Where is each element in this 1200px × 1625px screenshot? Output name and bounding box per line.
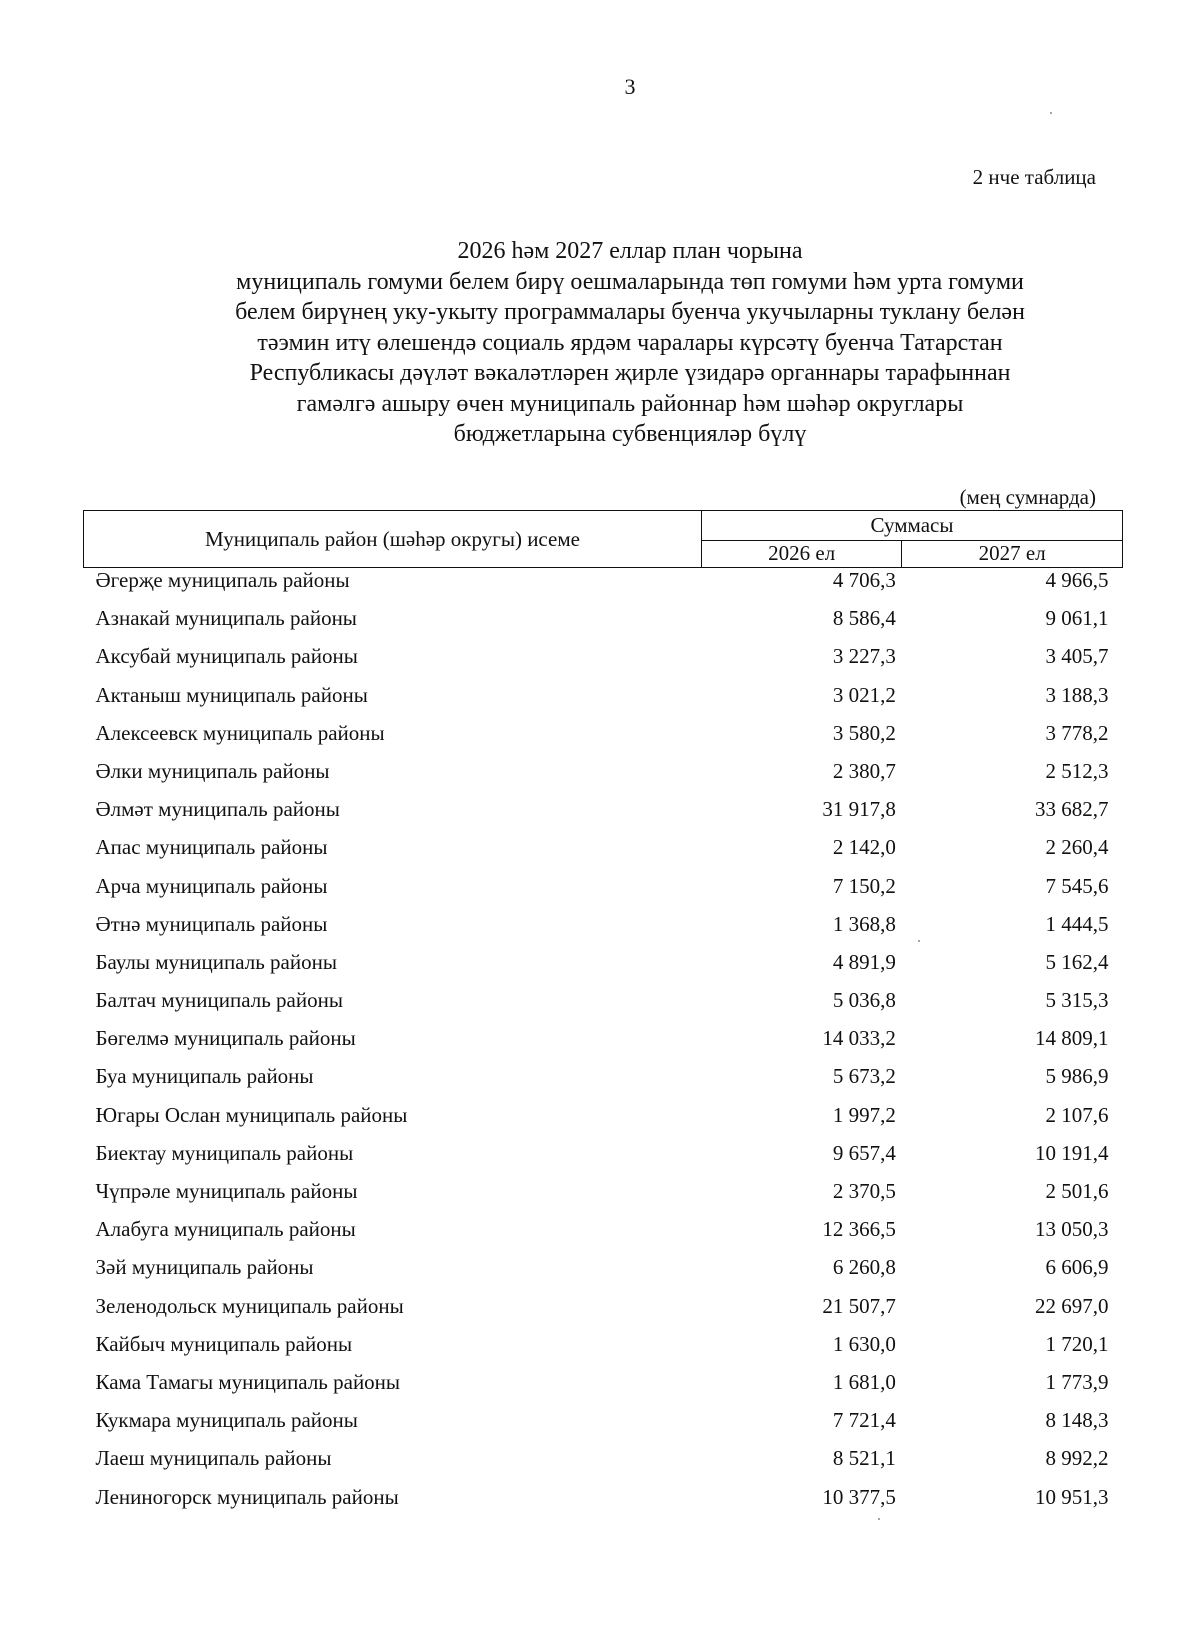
cell-amount-2027: 10 951,3	[1035, 1484, 1109, 1509]
cell-amount-2027: 6 606,9	[1045, 1255, 1109, 1280]
cell-district-name: Зеленодольск муниципаль районы	[95, 1293, 404, 1318]
cell-district-name: Балтач муниципаль районы	[95, 988, 343, 1013]
cell-amount-2026: 5 673,2	[832, 1064, 896, 1089]
cell-district-name: Кама Тамагы муниципаль районы	[95, 1369, 401, 1394]
cell-amount-2027: 8 992,2	[1045, 1446, 1109, 1471]
document-title	[100, 236, 1160, 450]
page-number: 3	[624, 74, 636, 99]
cell-amount-2026: 4 706,3	[832, 568, 896, 592]
cell-amount-2027: 2 501,6	[1045, 1179, 1109, 1203]
cell-amount-2026: 31 917,8	[822, 797, 896, 822]
table-row	[84, 1408, 1123, 1446]
cell-amount-2027: 1 444,5	[1045, 911, 1109, 936]
cell-district-name: Арча муниципаль районы	[95, 873, 328, 898]
cell-amount-2027: 2 260,4	[1045, 835, 1109, 860]
cell-amount-2026: 3 580,2	[832, 720, 896, 745]
cell-amount-2026: 2 370,5	[832, 1179, 896, 1203]
cell-district-name: Азнакай муниципаль районы	[95, 606, 357, 631]
table-row	[84, 1026, 1123, 1064]
table-row	[84, 1141, 1123, 1179]
cell-district-name: Зәй муниципаль районы	[95, 1255, 314, 1280]
table-row	[84, 644, 1123, 682]
cell-amount-2026: 1 368,8	[832, 911, 896, 936]
cell-district-name: Апас муниципаль районы	[95, 835, 328, 860]
cell-district-name: Биектау муниципаль районы	[95, 1140, 354, 1165]
table-row	[84, 912, 1123, 950]
cell-amount-2026: 7 721,4	[832, 1408, 896, 1433]
cell-amount-2026: 2 142,0	[832, 835, 896, 860]
table-row	[84, 950, 1123, 988]
cell-amount-2027: 1 720,1	[1045, 1331, 1109, 1356]
cell-amount-2026: 14 033,2	[822, 1026, 896, 1051]
table-row	[84, 1064, 1123, 1102]
table-label: 2 нче таблица	[972, 165, 1096, 189]
table-row	[84, 835, 1123, 873]
header-name: Муниципаль район (шәһәр округы) исеме	[84, 511, 702, 568]
cell-amount-2027: 10 191,4	[1035, 1140, 1109, 1165]
cell-amount-2026: 4 891,9	[832, 949, 896, 974]
cell-amount-2026: 12 366,5	[822, 1217, 896, 1242]
cell-district-name: Әлки муниципаль районы	[95, 758, 330, 783]
cell-amount-2027: 2 512,3	[1045, 758, 1109, 783]
cell-district-name: Бөгелмә муниципаль районы	[95, 1026, 356, 1051]
cell-amount-2027: 5 162,4	[1045, 949, 1109, 974]
cell-amount-2027: 4 966,5	[1045, 568, 1109, 592]
title-line: тәэмин итү өлешендә социаль ярдәм чаралары күрсәтү буенча Татарстан	[257, 329, 1003, 356]
table-row	[84, 606, 1123, 644]
title-line: гамәлгә ашыру өчен муниципаль районнар һәм шәһәр округлары	[296, 390, 964, 417]
cell-amount-2027: 33 682,7	[1035, 797, 1109, 822]
cell-amount-2026: 21 507,7	[822, 1293, 896, 1318]
units-label: (мең сумнарда)	[959, 485, 1096, 509]
cell-amount-2027: 5 986,9	[1045, 1064, 1109, 1089]
cell-amount-2027: 7 545,6	[1045, 873, 1109, 898]
table-row	[84, 683, 1123, 721]
title-line: Республикасы дәүләт вәкаләтләрен җирле үзидарә органнары тарафыннан	[249, 360, 1011, 386]
table-row	[84, 874, 1123, 912]
title-line: бюджетларына субвенцияләр бүлү	[453, 421, 807, 447]
header-sum: Суммасы	[702, 511, 1123, 541]
cell-amount-2026: 1 681,0	[832, 1369, 896, 1394]
scan-speck	[918, 940, 920, 942]
table-row	[84, 1485, 1123, 1523]
cell-district-name: Кукмара муниципаль районы	[95, 1408, 358, 1433]
cell-district-name: Алексеевск муниципаль районы	[95, 720, 385, 745]
cell-amount-2026: 3 227,3	[832, 644, 896, 669]
table-row	[84, 1255, 1123, 1293]
cell-district-name: Югары Ослан муниципаль районы	[95, 1102, 408, 1127]
cell-amount-2027: 3 188,3	[1045, 682, 1109, 707]
scan-speck	[1050, 112, 1052, 114]
cell-district-name: Аксубай муниципаль районы	[95, 644, 358, 669]
header-year-2027: 2027 ел	[902, 540, 1123, 567]
table-row	[84, 1217, 1123, 1255]
table-row	[84, 988, 1123, 1026]
cell-amount-2027: 8 148,3	[1045, 1408, 1109, 1433]
cell-amount-2026: 2 380,7	[832, 758, 896, 783]
table-row	[84, 1103, 1123, 1141]
cell-district-name: Әгерҗе муниципаль районы	[95, 568, 350, 592]
cell-amount-2027: 2 107,6	[1045, 1102, 1109, 1127]
cell-district-name: Әтнә муниципаль районы	[95, 911, 328, 936]
cell-district-name: Чүпрәле муниципаль районы	[95, 1179, 358, 1203]
cell-district-name: Баулы муниципаль районы	[95, 949, 337, 974]
cell-amount-2026: 8 521,1	[832, 1446, 896, 1471]
table-row	[84, 721, 1123, 759]
cell-amount-2027: 22 697,0	[1035, 1293, 1109, 1318]
table-row	[84, 797, 1123, 835]
cell-amount-2027: 13 050,3	[1035, 1217, 1109, 1242]
cell-amount-2026: 10 377,5	[822, 1484, 896, 1509]
cell-amount-2026: 1 997,2	[832, 1102, 896, 1127]
table-row	[84, 759, 1123, 797]
cell-amount-2026: 3 021,2	[832, 682, 896, 707]
table-header	[84, 511, 1123, 568]
cell-district-name: Лениногорск муниципаль районы	[95, 1484, 399, 1509]
cell-district-name: Буа муниципаль районы	[95, 1064, 314, 1089]
title-line: 2026 һәм 2027 еллар план чорына	[457, 238, 803, 264]
cell-district-name: Кайбыч муниципаль районы	[95, 1331, 353, 1356]
table-row	[84, 568, 1123, 607]
table-row	[84, 1294, 1123, 1332]
table-row	[84, 1332, 1123, 1370]
cell-amount-2026: 6 260,8	[832, 1255, 896, 1280]
cell-amount-2027: 3 405,7	[1045, 644, 1109, 669]
table-body	[84, 568, 1123, 1523]
title-line: белем бирүнең уку-укыту программалары буенча укучыларны туклану белән	[235, 299, 1025, 325]
cell-amount-2026: 7 150,2	[832, 873, 896, 898]
table-row	[84, 1370, 1123, 1408]
cell-amount-2026: 1 630,0	[832, 1331, 896, 1356]
scan-speck	[878, 1518, 880, 1520]
cell-amount-2026: 9 657,4	[832, 1140, 896, 1165]
subvention-table	[83, 510, 1123, 1523]
cell-district-name: Актаныш муниципаль районы	[95, 682, 368, 707]
title-line: муниципаль гомуми белем бирү оешмаларында төп гомуми һәм урта гомуми	[236, 268, 1024, 295]
table-row	[84, 1446, 1123, 1484]
cell-district-name: Алабуга муниципаль районы	[95, 1217, 356, 1242]
cell-district-name: Әлмәт муниципаль районы	[95, 797, 340, 822]
cell-amount-2027: 3 778,2	[1045, 720, 1109, 745]
table-row	[84, 1179, 1123, 1217]
cell-amount-2027: 5 315,3	[1045, 988, 1109, 1013]
cell-amount-2026: 8 586,4	[832, 606, 896, 631]
cell-district-name: Лаеш муниципаль районы	[95, 1446, 332, 1471]
cell-amount-2027: 14 809,1	[1035, 1026, 1109, 1051]
cell-amount-2026: 5 036,8	[832, 988, 896, 1013]
header-year-2026: 2026 ел	[702, 540, 902, 567]
cell-amount-2027: 9 061,1	[1045, 606, 1109, 631]
cell-amount-2027: 1 773,9	[1045, 1369, 1109, 1394]
